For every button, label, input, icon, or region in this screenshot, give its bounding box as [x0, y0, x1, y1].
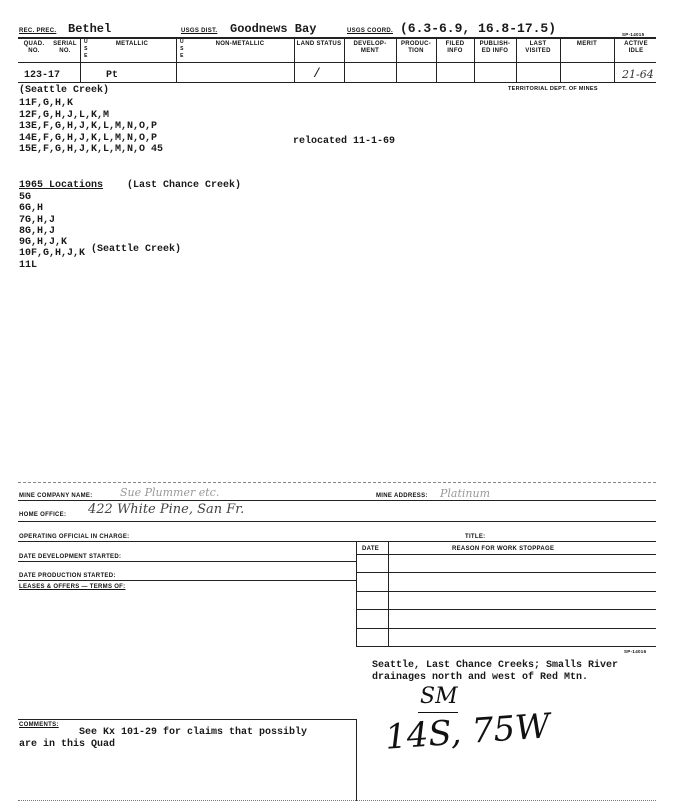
territorial-dept-stamp: TERRITORIAL DEPT. OF MINES — [508, 86, 598, 92]
quad-serial-value: 123-17 — [24, 70, 61, 81]
grid-rule — [356, 591, 656, 592]
mine-company-value: Sue Plummer etc. — [120, 486, 220, 499]
mine-company-label: MINE COMPANY NAME: — [19, 493, 93, 499]
grid-rule — [356, 554, 656, 555]
title-label: TITLE: — [465, 534, 486, 540]
location-line: 9G,H,J,K — [19, 237, 68, 249]
rec-prec-value: Bethel — [68, 22, 112, 36]
metallic-value: Pt — [106, 70, 119, 81]
grid-rule — [356, 609, 656, 610]
col-merit: MERIT — [576, 41, 598, 47]
header-bottom-rule — [18, 82, 656, 83]
usgs-coord-value: (6.3-6.9, 16.8-17.5) — [400, 21, 557, 36]
comments-line1: See Kx 101-29 for claims that possibly — [79, 727, 308, 738]
locations-1965-list — [19, 192, 85, 271]
mine-address-label: MINE ADDRESS: — [376, 493, 428, 499]
grid-divider — [356, 541, 357, 646]
claim-line: 13E,F,G,H,J,K,L,M,N,O,P — [19, 121, 158, 133]
claim-line: 12F,G,H,J,L,K,M — [19, 109, 110, 121]
date-col-label: DATE — [362, 546, 380, 552]
col-published-info: PUBLISH-ED INFO — [479, 41, 511, 54]
location-line: 8G,H,J — [19, 225, 56, 237]
grid-rule — [356, 628, 656, 629]
rule — [18, 541, 656, 542]
locations-1965-title: 1965 Locations — [19, 180, 104, 191]
reason-col-label: REASON FOR WORK STOPPAGE — [452, 546, 555, 552]
col-divider — [474, 37, 475, 82]
col-divider — [80, 37, 81, 82]
col-land-status: LAND STATUS — [296, 41, 342, 47]
form-number-2: SP-14016 — [624, 649, 647, 654]
locations-1965-creek: (Last Chance Creek) — [127, 180, 242, 191]
operating-official-label: OPERATING OFFICIAL IN CHARGE: — [19, 534, 130, 540]
col-use-metallic: U S E — [84, 39, 88, 59]
grid-rule — [356, 646, 656, 647]
col-last-visited: LAST VISITED — [525, 41, 551, 54]
drainage-note-line1: Seattle, Last Chance Creeks; Smalls River — [372, 660, 619, 671]
col-divider — [294, 37, 295, 82]
date-production-label: DATE PRODUCTION STARTED: — [19, 573, 116, 579]
handwritten-meridian: SM — [420, 684, 458, 709]
col-divider — [176, 37, 177, 82]
claim-line: 15E,F,G,H,J,K,L,M,N,O 45 — [19, 144, 164, 156]
col-divider — [516, 37, 517, 82]
usgs-dist-value: Goodnews Bay — [230, 22, 317, 36]
rule — [18, 580, 356, 581]
location-line: 6G,H — [19, 203, 44, 215]
col-divider — [614, 37, 615, 82]
col-divider — [344, 37, 345, 82]
usgs-coord-label: USGS COORD. — [347, 28, 393, 34]
comments-divider — [356, 719, 357, 801]
col-production: PRODUC-TION — [400, 41, 432, 54]
lower-top-rule — [18, 482, 656, 483]
rule — [18, 719, 356, 720]
claims-list — [19, 98, 163, 156]
claim-line: 14E,F,G,H,J,K,L,M,N,O,P — [19, 132, 158, 144]
form-number: SP-14015 — [622, 32, 645, 37]
handwritten-township: 14S, 75W — [383, 706, 552, 758]
grid-rule — [356, 572, 656, 573]
leases-label: LEASES & OFFERS — TERMS OF: — [19, 584, 126, 590]
land-status-value: / — [313, 66, 321, 81]
col-divider — [436, 37, 437, 82]
comments-line2: are in this Quad — [19, 739, 116, 750]
comments-label: COMMENTS: — [19, 722, 59, 728]
bottom-rule — [18, 800, 656, 801]
active-idle-value: 21-64 — [622, 68, 654, 81]
usgs-dist-label: USGS DIST. — [181, 28, 218, 34]
col-development: DEVELOP-MENT — [353, 41, 387, 54]
seattle-creek-note: (Seattle Creek) — [91, 244, 182, 255]
col-use-nonmetallic: U S E — [180, 39, 184, 59]
home-office-value: 422 White Pine, San Fr. — [88, 502, 245, 517]
date-development-label: DATE DEVELOPMENT STARTED: — [19, 554, 122, 560]
col-filed-info: FILED INFO — [445, 41, 465, 54]
rule — [18, 521, 656, 522]
location-title: (Seattle Creek) — [19, 85, 110, 96]
rec-prec-label: REC. PREC. — [19, 28, 57, 34]
grid-divider — [388, 541, 389, 646]
relocated-note: relocated 11-1-69 — [293, 136, 396, 147]
col-metallic: METALLIC — [115, 41, 149, 47]
col-quad-no: QUAD. NO. — [23, 41, 45, 54]
home-office-label: HOME OFFICE: — [19, 512, 67, 518]
rule — [18, 561, 356, 562]
location-line: 5G — [19, 192, 32, 203]
rule — [18, 500, 656, 501]
col-nonmetallic: NON-METALLIC — [215, 41, 265, 47]
col-divider — [560, 37, 561, 82]
claim-line: 11F,G,H,K — [19, 98, 74, 109]
drainage-note-line2: drainages north and west of Red Mtn. — [372, 672, 589, 683]
col-serial-no: SERIAL NO. — [53, 41, 77, 54]
location-line: 10F,G,H,J,K — [19, 248, 86, 260]
location-line: 11L — [19, 259, 38, 271]
col-divider — [396, 37, 397, 82]
mine-address-value: Platinum — [440, 487, 491, 500]
col-active-idle: ACTIVE IDLE — [624, 41, 648, 54]
location-line: 7G,H,J — [19, 214, 56, 226]
